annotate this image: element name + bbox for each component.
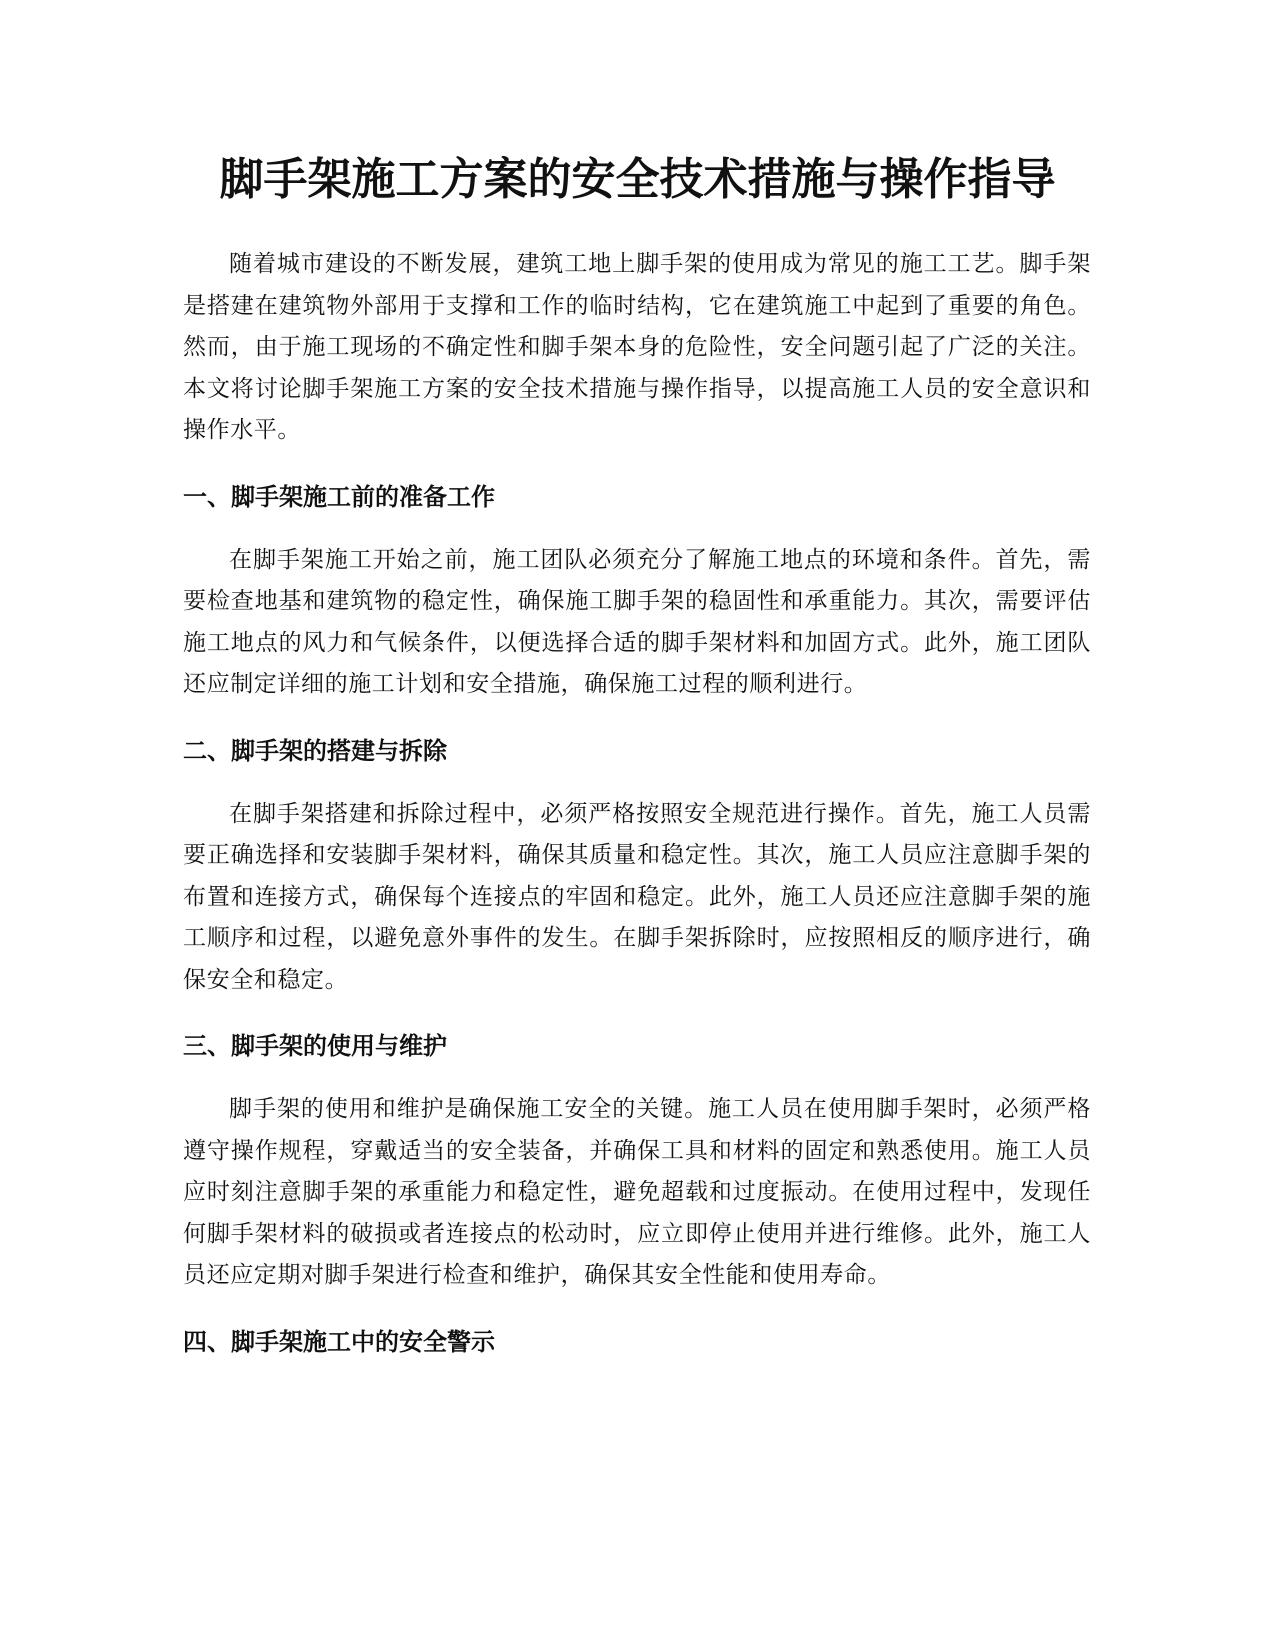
intro-paragraph: 随着城市建设的不断发展，建筑工地上脚手架的使用成为常见的施工工艺。脚手架是搭建在建筑物外部用于支撑和工作的临时结构，它在建筑施工中起到了重要的角色。然而，由于施工现场的不确定性和脚手架本身的危险性，安全问题引起了广泛的关注。本文将讨论脚手架施工方案的安全技术措施与操作指导，以提高施工人员的安全意识和操作水平。 xyxy=(183,251,1091,443)
section-4-heading: 四、脚手架施工中的安全警示 xyxy=(183,1327,495,1356)
document-body xyxy=(183,244,1091,1359)
section-1-heading: 一、脚手架施工前的准备工作 xyxy=(183,482,495,511)
document-title: 脚手架施工方案的安全技术措施与操作指导 xyxy=(219,154,1056,205)
section-1-paragraph: 在脚手架施工开始之前，施工团队必须充分了解施工地点的环境和条件。首先，需要检查地基和建筑物的稳定性，确保施工脚手架的稳固性和承重能力。其次，需要评估施工地点的风力和气候条件，以便选择合适的脚手架材料和加固方式。此外，施工团队还应制定详细的施工计划和安全措施，确保施工过程的顺利进行。 xyxy=(183,546,1091,697)
section-3-heading: 三、脚手架的使用与维护 xyxy=(183,1032,447,1060)
section-2-paragraph: 在脚手架搭建和拆除过程中，必须严格按照安全规范进行操作。首先，施工人员需要正确选择和安装脚手架材料，确保其质量和稳定性。其次，施工人员应注意脚手架的布置和连接方式，确保每个连接点的牢固和稳定。此外，施工人员还应注意脚手架的施工顺序和过程，以避免意外事件的发生。在脚手架拆除时，应按照相反的顺序进行，确保安全和稳定。 xyxy=(183,800,1091,993)
section-3-paragraph: 脚手架的使用和维护是确保施工安全的关键。施工人员在使用脚手架时，必须严格遵守操作规程，穿戴适当的安全装备，并确保工具和材料的固定和熟悉使用。施工人员应时刻注意脚手架的承重能力和稳定性，避免超载和过度振动。在使用过程中，发现任何脚手架材料的破损或者连接点的松动时，应立即停止使用并进行维修。此外，施工人员还应定期对脚手架进行检查和维护，确保其安全性能和使用寿命。 xyxy=(183,1096,1091,1288)
section-2-heading: 二、脚手架的搭建与拆除 xyxy=(183,736,447,765)
